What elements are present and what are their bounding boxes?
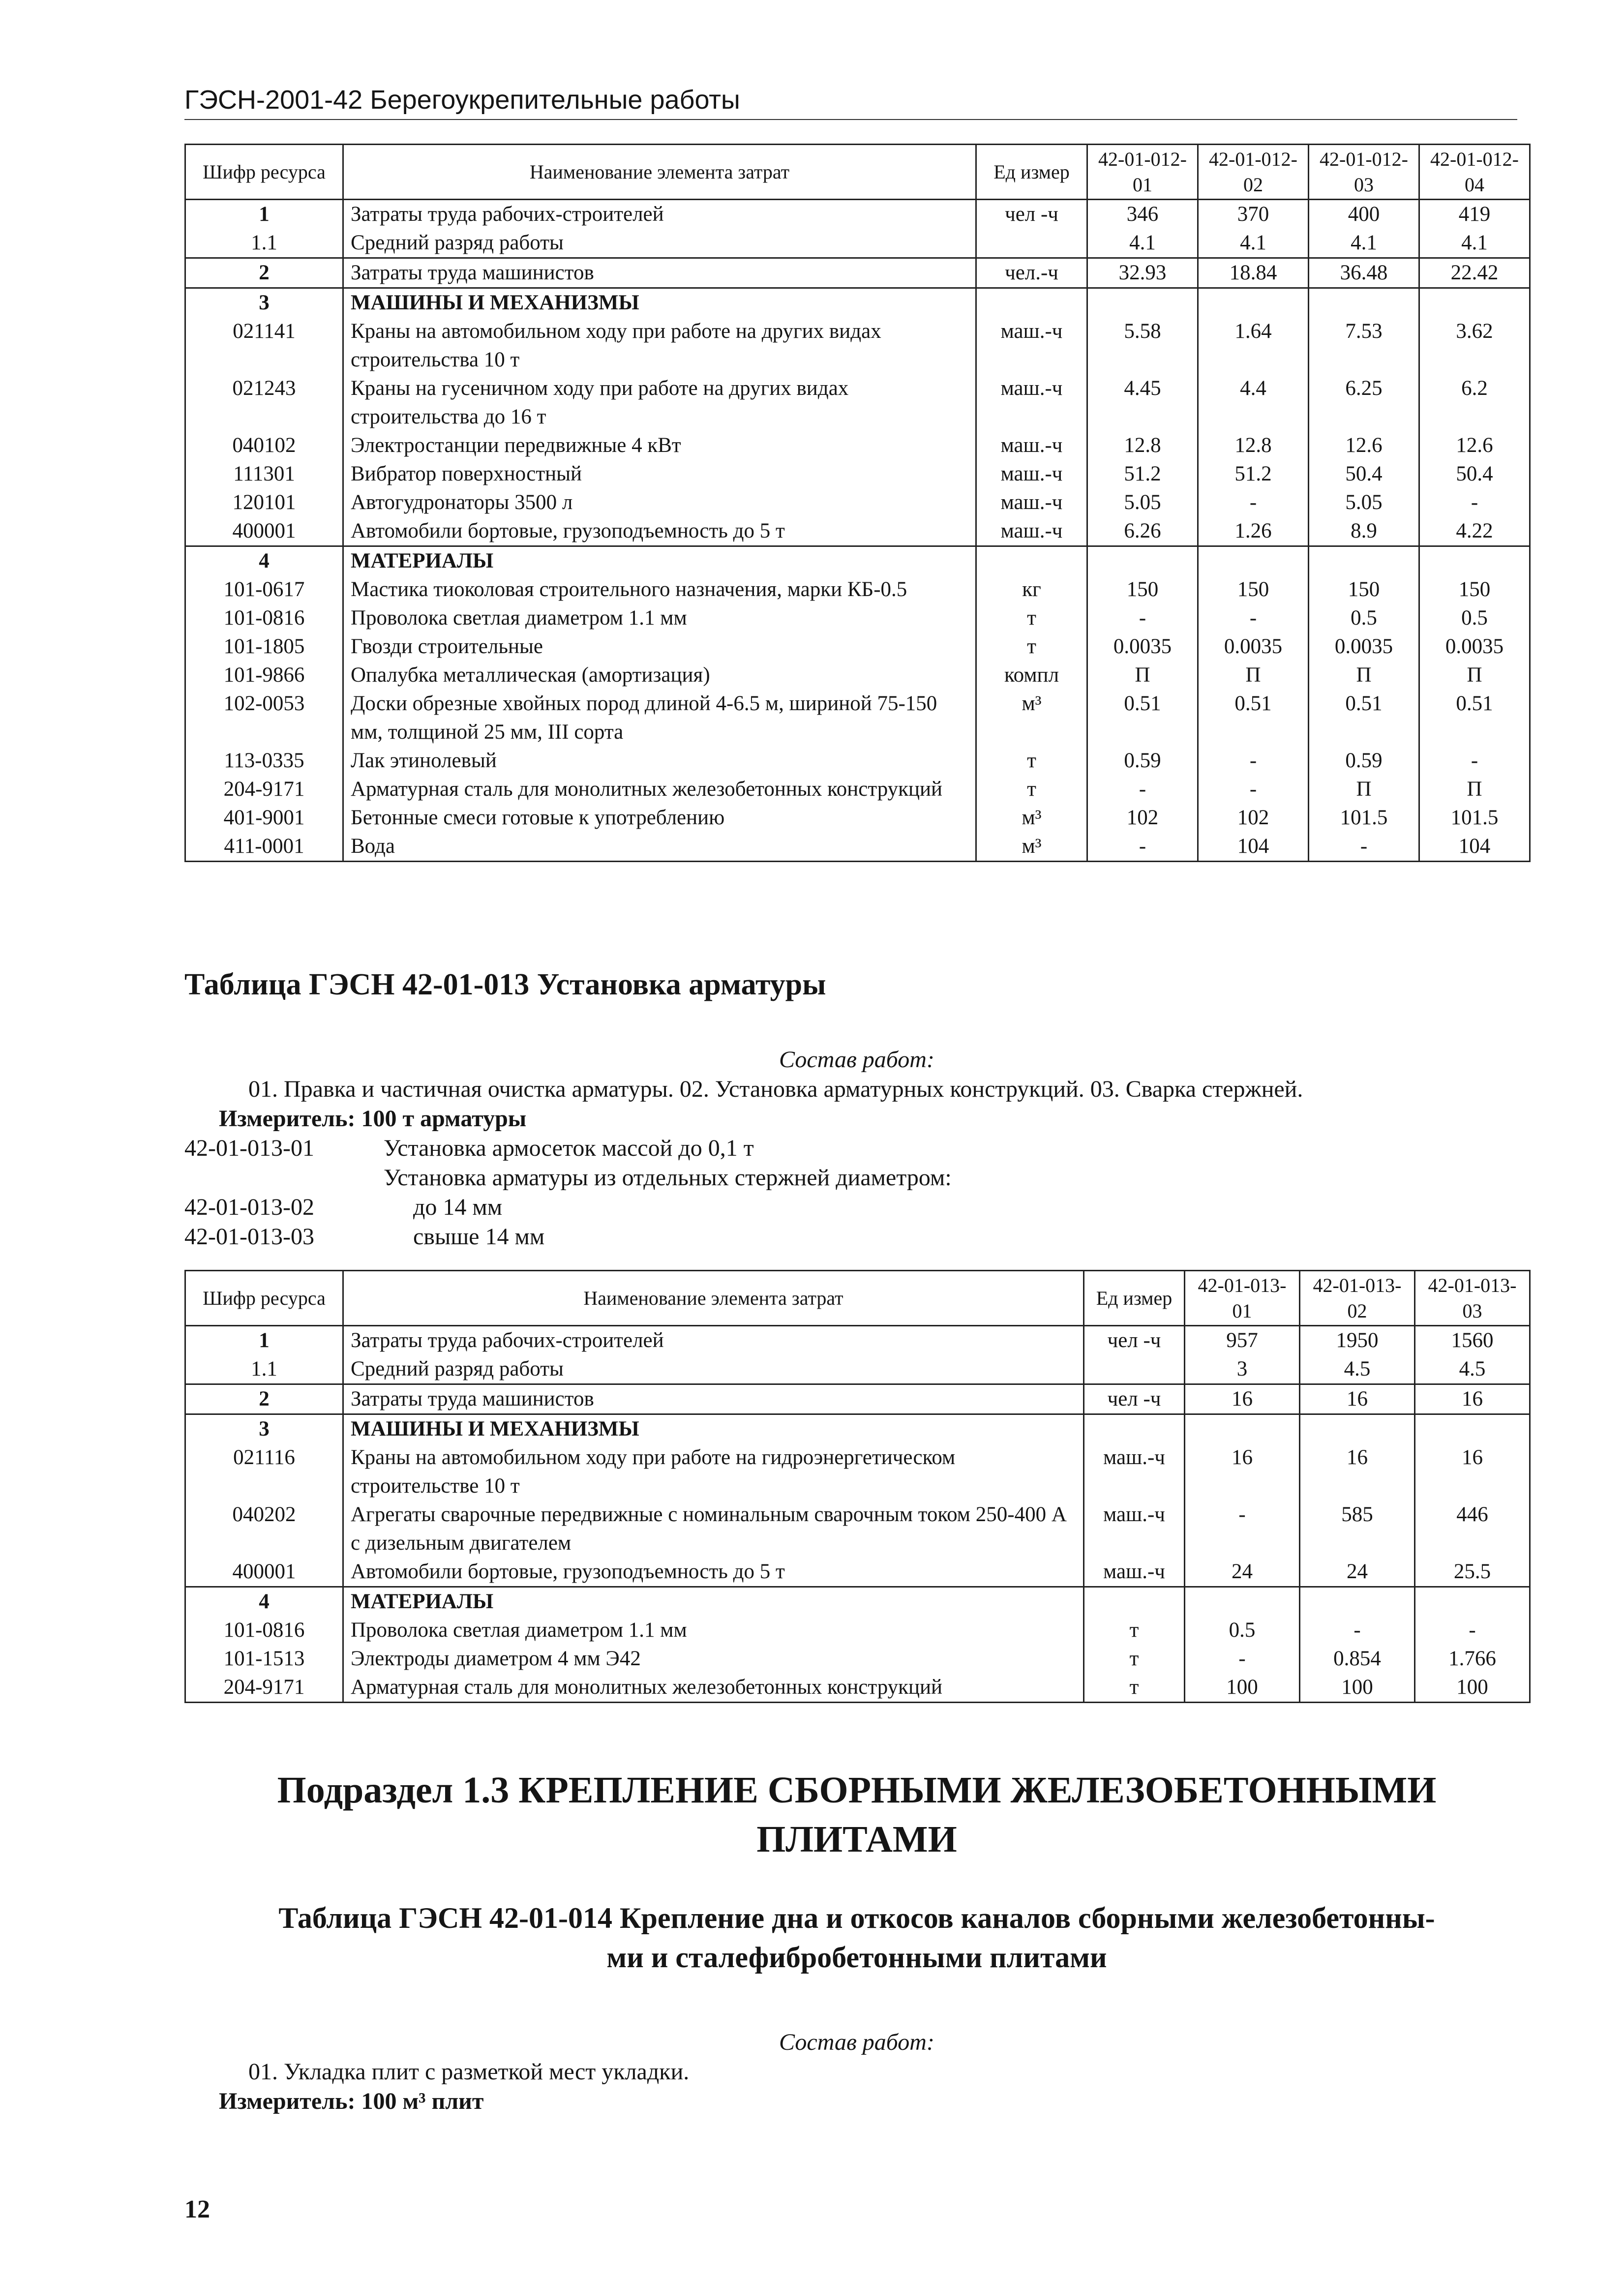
cell-value xyxy=(1300,1587,1415,1617)
cell-unit: маш.-ч xyxy=(976,374,1087,431)
table-row xyxy=(185,1673,1530,1703)
cell-code: 4 xyxy=(185,1587,343,1617)
cell-value: 0.5 xyxy=(1185,1616,1300,1645)
cell-value: 0.5 xyxy=(1309,604,1419,632)
cell-unit: т xyxy=(976,747,1087,775)
cell-unit xyxy=(1084,1587,1185,1617)
cell-value: 102 xyxy=(1087,804,1198,832)
cell-name: Опалубка металлическая (амортизация) xyxy=(343,661,976,690)
cell-code: 101-0816 xyxy=(185,1616,343,1645)
izmeritel-value: 100 м³ плит xyxy=(361,2088,484,2114)
table-row xyxy=(185,546,1530,576)
cell-value: - xyxy=(1198,604,1309,632)
table-row xyxy=(185,1326,1530,1355)
cell-value: 4.1 xyxy=(1087,229,1198,258)
cell-unit: чел.-ч xyxy=(976,258,1087,288)
cell-value: 0.0035 xyxy=(1198,632,1309,661)
cell-value xyxy=(1087,288,1198,318)
table-row xyxy=(185,832,1530,862)
table-row xyxy=(185,488,1530,517)
cell-value: П xyxy=(1309,775,1419,804)
cell-value: 446 xyxy=(1415,1500,1530,1558)
table-013-sostav-text: 01. Правка и частичная очистка арматуры. 02. Установка арматурных конструкций. 03. Сварка стержней. xyxy=(248,1076,1303,1102)
cell-value xyxy=(1185,1587,1300,1617)
cell-name: МАШИНЫ И МЕХАНИЗМЫ xyxy=(343,288,976,318)
cell-name: Агрегаты сварочные передвижные с номинальным сварочным током 250-400 А с дизельным двигателем xyxy=(343,1500,1084,1558)
table-row xyxy=(185,775,1530,804)
cell-value: 400 xyxy=(1309,200,1419,229)
cell-name: МАТЕРИАЛЫ xyxy=(343,546,976,576)
table-row xyxy=(185,317,1530,374)
cell-value: 25.5 xyxy=(1415,1558,1530,1587)
cell-code: 3 xyxy=(185,288,343,318)
cell-code: 101-1805 xyxy=(185,632,343,661)
item-code: 42-01-013-01 xyxy=(184,1135,314,1161)
cell-value: 0.51 xyxy=(1198,690,1309,747)
cell-value: 1.766 xyxy=(1415,1645,1530,1673)
cell-value: 16 xyxy=(1415,1384,1530,1414)
cell-code: 204-9171 xyxy=(185,775,343,804)
table-014-sostav-label: Состав работ: xyxy=(779,2029,934,2055)
cell-code: 2 xyxy=(185,1384,343,1414)
cell-value: - xyxy=(1185,1645,1300,1673)
item-text: свыше 14 мм xyxy=(413,1224,545,1250)
table-42-01-013 xyxy=(184,1270,1531,1703)
cell-value: 104 xyxy=(1198,832,1309,862)
table-row xyxy=(185,517,1530,546)
cell-unit: чел -ч xyxy=(976,200,1087,229)
cell-unit: т xyxy=(976,604,1087,632)
cell-value: 104 xyxy=(1419,832,1530,862)
cell-value: - xyxy=(1198,488,1309,517)
cell-unit: маш.-ч xyxy=(1084,1500,1185,1558)
cell-value: 419 xyxy=(1419,200,1530,229)
cell-unit: м³ xyxy=(976,690,1087,747)
table-row xyxy=(185,1443,1530,1500)
table-row xyxy=(185,229,1530,258)
table-014-title-line2: ми и сталефибробетонными плитами xyxy=(606,1941,1107,1974)
cell-value: 12.6 xyxy=(1309,431,1419,460)
cell-unit: маш.-ч xyxy=(976,488,1087,517)
cell-name: Вода xyxy=(343,832,976,862)
item-text: до 14 мм xyxy=(413,1194,503,1220)
cell-value: 12.8 xyxy=(1198,431,1309,460)
table-014-title-line1: Таблица ГЭСН 42-01-014 Крепление дна и откосов каналов сборными железобетонны- xyxy=(278,1902,1435,1934)
cell-value: 0.0035 xyxy=(1087,632,1198,661)
cell-value: - xyxy=(1198,747,1309,775)
cell-code: 101-0617 xyxy=(185,575,343,604)
cell-value: - xyxy=(1309,832,1419,862)
cell-name: Затраты труда рабочих-строителей xyxy=(343,1326,1084,1355)
cell-value: 957 xyxy=(1185,1326,1300,1355)
izmeritel-label: Измеритель: xyxy=(219,1106,356,1132)
cell-unit: т xyxy=(1084,1616,1185,1645)
cell-code: 113-0335 xyxy=(185,747,343,775)
cell-value: 4.4 xyxy=(1198,374,1309,431)
col-header-012-02: 42-01-012-02 xyxy=(1198,145,1309,200)
cell-value: 22.42 xyxy=(1419,258,1530,288)
cell-value: 50.4 xyxy=(1309,460,1419,488)
col-header-code: Шифр ресурса xyxy=(185,1271,343,1326)
cell-value: - xyxy=(1087,775,1198,804)
cell-value: 585 xyxy=(1300,1500,1415,1558)
cell-value: 1.26 xyxy=(1198,517,1309,546)
item-text: Установка армосеток массой до 0,1 т xyxy=(384,1135,754,1161)
cell-name: Затраты труда машинистов xyxy=(343,1384,1084,1414)
table-row xyxy=(185,431,1530,460)
running-header: ГЭСН-2001-42 Берегоукрепительные работы xyxy=(184,83,1517,120)
cell-code: 040202 xyxy=(185,1500,343,1558)
cell-name: Затраты труда машинистов xyxy=(343,258,976,288)
cell-value xyxy=(1185,1414,1300,1444)
table-013-item-3 xyxy=(184,1191,502,1224)
col-header-name: Наименование элемента затрат xyxy=(343,1271,1084,1326)
cell-code: 120101 xyxy=(185,488,343,517)
cell-unit: т xyxy=(976,632,1087,661)
cell-code: 1.1 xyxy=(185,229,343,258)
cell-value: - xyxy=(1419,747,1530,775)
cell-name: Мастика тиоколовая строительного назначения, марки КБ-0.5 xyxy=(343,575,976,604)
cell-value: 0.51 xyxy=(1309,690,1419,747)
cell-value: 3.62 xyxy=(1419,317,1530,374)
cell-code: 021141 xyxy=(185,317,343,374)
table-row xyxy=(185,690,1530,747)
table-014-izmeritel xyxy=(219,2085,483,2118)
cell-unit: маш.-ч xyxy=(1084,1558,1185,1587)
cell-unit: м³ xyxy=(976,804,1087,832)
cell-value: 4.45 xyxy=(1087,374,1198,431)
cell-value: 100 xyxy=(1300,1673,1415,1703)
cell-unit xyxy=(976,229,1087,258)
cell-value: - xyxy=(1415,1616,1530,1645)
cell-name: Проволока светлая диаметром 1.1 мм xyxy=(343,1616,1084,1645)
cell-value xyxy=(1415,1587,1530,1617)
cell-unit xyxy=(1084,1414,1185,1444)
cell-code: 101-0816 xyxy=(185,604,343,632)
cell-name: Затраты труда рабочих-строителей xyxy=(343,200,976,229)
item-code: 42-01-013-03 xyxy=(184,1224,314,1250)
cell-name: Автогудронаторы 3500 л xyxy=(343,488,976,517)
cell-unit: чел -ч xyxy=(1084,1326,1185,1355)
table-row xyxy=(185,1414,1530,1444)
cell-name: МАШИНЫ И МЕХАНИЗМЫ xyxy=(343,1414,1084,1444)
table-row xyxy=(185,1587,1530,1617)
cell-value: 0.0035 xyxy=(1419,632,1530,661)
cell-name: Автомобили бортовые, грузоподъемность до 5 т xyxy=(343,1558,1084,1587)
cell-value: 4.5 xyxy=(1415,1355,1530,1384)
cell-unit: кг xyxy=(976,575,1087,604)
cell-name: Арматурная сталь для монолитных железобетонных конструкций xyxy=(343,1673,1084,1703)
cell-value: 32.93 xyxy=(1087,258,1198,288)
col-header-012-04: 42-01-012-04 xyxy=(1419,145,1530,200)
cell-value: 18.84 xyxy=(1198,258,1309,288)
cell-name: Электроды диаметром 4 мм Э42 xyxy=(343,1645,1084,1673)
col-header-013-03: 42-01-013-03 xyxy=(1415,1271,1530,1326)
izmeritel-value: 100 т арматуры xyxy=(361,1106,527,1132)
table-row xyxy=(185,460,1530,488)
cell-value xyxy=(1419,546,1530,576)
cell-value: 12.8 xyxy=(1087,431,1198,460)
cell-value: 0.0035 xyxy=(1309,632,1419,661)
table-row xyxy=(185,632,1530,661)
table-row xyxy=(185,1355,1530,1384)
cell-value: 150 xyxy=(1198,575,1309,604)
cell-value: 4.22 xyxy=(1419,517,1530,546)
cell-value: 4.1 xyxy=(1419,229,1530,258)
cell-value: 6.26 xyxy=(1087,517,1198,546)
cell-value: 101.5 xyxy=(1419,804,1530,832)
cell-value: 0.51 xyxy=(1087,690,1198,747)
cell-value: 1560 xyxy=(1415,1326,1530,1355)
cell-value: П xyxy=(1087,661,1198,690)
cell-code: 400001 xyxy=(185,1558,343,1587)
cell-code: 3 xyxy=(185,1414,343,1444)
table-row xyxy=(185,747,1530,775)
cell-value: 0.51 xyxy=(1419,690,1530,747)
cell-value: - xyxy=(1087,832,1198,862)
cell-value: - xyxy=(1087,604,1198,632)
cell-value: 150 xyxy=(1419,575,1530,604)
cell-value: - xyxy=(1185,1500,1300,1558)
cell-value: 51.2 xyxy=(1198,460,1309,488)
col-header-code: Шифр ресурса xyxy=(185,145,343,200)
cell-value: 370 xyxy=(1198,200,1309,229)
cell-unit: маш.-ч xyxy=(976,317,1087,374)
izmeritel-label: Измеритель: xyxy=(219,2088,356,2114)
col-header-unit: Ед измер xyxy=(1084,1271,1185,1326)
cell-code: 400001 xyxy=(185,517,343,546)
cell-value: - xyxy=(1300,1616,1415,1645)
table-row xyxy=(185,1558,1530,1587)
col-header-013-01: 42-01-013-01 xyxy=(1185,1271,1300,1326)
cell-code: 1 xyxy=(185,200,343,229)
cell-value: 16 xyxy=(1300,1384,1415,1414)
cell-name: Проволока светлая диаметром 1.1 мм xyxy=(343,604,976,632)
col-header-012-01: 42-01-012-01 xyxy=(1087,145,1198,200)
table-row xyxy=(185,1384,1530,1414)
cell-value: 150 xyxy=(1309,575,1419,604)
cell-value: 16 xyxy=(1415,1443,1530,1500)
cell-value: 3 xyxy=(1185,1355,1300,1384)
cell-value: 101.5 xyxy=(1309,804,1419,832)
cell-value: 12.6 xyxy=(1419,431,1530,460)
cell-code: 4 xyxy=(185,546,343,576)
cell-value: П xyxy=(1419,661,1530,690)
cell-value: 100 xyxy=(1185,1673,1300,1703)
cell-value: 0.59 xyxy=(1087,747,1198,775)
cell-unit xyxy=(976,288,1087,318)
cell-unit: компл xyxy=(976,661,1087,690)
cell-unit: м³ xyxy=(976,832,1087,862)
cell-name: Краны на автомобильном ходу при работе на других видах строительства 10 т xyxy=(343,317,976,374)
cell-value xyxy=(1087,546,1198,576)
cell-name: Лак этинолевый xyxy=(343,747,976,775)
table-row xyxy=(185,1616,1530,1645)
col-header-012-03: 42-01-012-03 xyxy=(1309,145,1419,200)
cell-value: 16 xyxy=(1185,1384,1300,1414)
table-014-sostav-text: 01. Укладка плит с разметкой мест укладки. xyxy=(248,2059,690,2085)
item-code: 42-01-013-02 xyxy=(184,1194,314,1220)
cell-code: 1.1 xyxy=(185,1355,343,1384)
cell-name: Краны на гусеничном ходу при работе на других видах строительства до 16 т xyxy=(343,374,976,431)
col-header-unit: Ед измер xyxy=(976,145,1087,200)
cell-value xyxy=(1198,288,1309,318)
cell-code: 021116 xyxy=(185,1443,343,1500)
cell-code: 101-9866 xyxy=(185,661,343,690)
page-number: 12 xyxy=(184,2195,210,2223)
table-row xyxy=(185,200,1530,229)
cell-unit xyxy=(1084,1355,1185,1384)
cell-code: 111301 xyxy=(185,460,343,488)
cell-name: Гвозди строительные xyxy=(343,632,976,661)
cell-name: Краны на автомобильном ходу при работе на гидроэнергетическом строительстве 10 т xyxy=(343,1443,1084,1500)
subsection-title-line1: Подраздел 1.3 КРЕПЛЕНИЕ СБОРНЫМИ ЖЕЛЕЗОБЕТОННЫМИ xyxy=(277,1769,1437,1811)
cell-value: 150 xyxy=(1087,575,1198,604)
table-row xyxy=(185,1645,1530,1673)
cell-value: - xyxy=(1198,775,1309,804)
cell-code: 101-1513 xyxy=(185,1645,343,1673)
cell-value: 346 xyxy=(1087,200,1198,229)
cell-unit: маш.-ч xyxy=(1084,1443,1185,1500)
cell-value: 4.5 xyxy=(1300,1355,1415,1384)
cell-name: МАТЕРИАЛЫ xyxy=(343,1587,1084,1617)
cell-name: Доски обрезные хвойных пород длиной 4-6.5 м, шириной 75-150 мм, толщиной 25 мм, III сорта xyxy=(343,690,976,747)
cell-value: 102 xyxy=(1198,804,1309,832)
table2-body xyxy=(185,1326,1530,1703)
cell-value: 5.05 xyxy=(1087,488,1198,517)
cell-name: Бетонные смеси готовые к употреблению xyxy=(343,804,976,832)
table-row xyxy=(185,374,1530,431)
cell-unit: т xyxy=(976,775,1087,804)
cell-code: 204-9171 xyxy=(185,1673,343,1703)
col-header-013-02: 42-01-013-02 xyxy=(1300,1271,1415,1326)
cell-code: 2 xyxy=(185,258,343,288)
cell-value: 0.5 xyxy=(1419,604,1530,632)
cell-value: 5.58 xyxy=(1087,317,1198,374)
item-text: Установка арматуры из отдельных стержней диаметром: xyxy=(384,1165,952,1191)
cell-value: 5.05 xyxy=(1309,488,1419,517)
table-row xyxy=(185,804,1530,832)
cell-value: 16 xyxy=(1185,1443,1300,1500)
table1-body xyxy=(185,200,1530,862)
cell-value: 24 xyxy=(1185,1558,1300,1587)
table-row xyxy=(185,258,1530,288)
cell-code: 040102 xyxy=(185,431,343,460)
cell-value xyxy=(1419,288,1530,318)
subsection-title xyxy=(184,1766,1529,1864)
cell-code: 021243 xyxy=(185,374,343,431)
table-013-izmeritel xyxy=(219,1103,526,1135)
table-013-item-1 xyxy=(184,1132,754,1165)
cell-unit xyxy=(976,546,1087,576)
cell-value: 1.64 xyxy=(1198,317,1309,374)
cell-name: Средний разряд работы xyxy=(343,229,976,258)
table-row xyxy=(185,575,1530,604)
cell-value xyxy=(1415,1414,1530,1444)
cell-value: 8.9 xyxy=(1309,517,1419,546)
subsection-title-line2: ПЛИТАМИ xyxy=(756,1819,957,1860)
cell-unit: чел -ч xyxy=(1084,1384,1185,1414)
cell-value xyxy=(1198,546,1309,576)
cell-value: 16 xyxy=(1300,1443,1415,1500)
cell-unit: маш.-ч xyxy=(976,431,1087,460)
table-013-item-2 xyxy=(384,1162,952,1194)
cell-code: 401-9001 xyxy=(185,804,343,832)
cell-value xyxy=(1309,288,1419,318)
cell-unit: т xyxy=(1084,1645,1185,1673)
cell-value: 51.2 xyxy=(1087,460,1198,488)
cell-code: 411-0001 xyxy=(185,832,343,862)
cell-unit: маш.-ч xyxy=(976,517,1087,546)
table-row xyxy=(185,604,1530,632)
table-row xyxy=(185,288,1530,318)
cell-value: 1950 xyxy=(1300,1326,1415,1355)
cell-name: Автомобили бортовые, грузоподъемность до 5 т xyxy=(343,517,976,546)
col-header-name: Наименование элемента затрат xyxy=(343,145,976,200)
cell-value: 4.1 xyxy=(1198,229,1309,258)
table-013-item-4 xyxy=(184,1221,544,1253)
cell-value: 36.48 xyxy=(1309,258,1419,288)
cell-value: П xyxy=(1419,775,1530,804)
cell-value: - xyxy=(1419,488,1530,517)
cell-value: 0.59 xyxy=(1309,747,1419,775)
table-013-sostav-label: Состав работ: xyxy=(779,1047,934,1073)
cell-value: П xyxy=(1198,661,1309,690)
cell-value: 50.4 xyxy=(1419,460,1530,488)
cell-value: 6.25 xyxy=(1309,374,1419,431)
cell-name: Арматурная сталь для монолитных железобетонных конструкций xyxy=(343,775,976,804)
cell-name: Средний разряд работы xyxy=(343,1355,1084,1384)
table-row xyxy=(185,1500,1530,1558)
cell-value: 6.2 xyxy=(1419,374,1530,431)
cell-unit: маш.-ч xyxy=(976,460,1087,488)
cell-value: 4.1 xyxy=(1309,229,1419,258)
table-42-01-012 xyxy=(184,144,1531,862)
cell-value xyxy=(1300,1414,1415,1444)
cell-value: 24 xyxy=(1300,1558,1415,1587)
cell-name: Вибратор поверхностный xyxy=(343,460,976,488)
cell-code: 102-0053 xyxy=(185,690,343,747)
cell-value: 7.53 xyxy=(1309,317,1419,374)
table-013-title: Таблица ГЭСН 42-01-013 Установка арматуры xyxy=(184,968,826,1001)
cell-name: Электростанции передвижные 4 кВт xyxy=(343,431,976,460)
cell-value: 0.854 xyxy=(1300,1645,1415,1673)
cell-value: 100 xyxy=(1415,1673,1530,1703)
cell-value: П xyxy=(1309,661,1419,690)
cell-unit: т xyxy=(1084,1673,1185,1703)
table-row xyxy=(185,661,1530,690)
cell-value xyxy=(1309,546,1419,576)
table-014-title xyxy=(184,1898,1529,1977)
cell-code: 1 xyxy=(185,1326,343,1355)
